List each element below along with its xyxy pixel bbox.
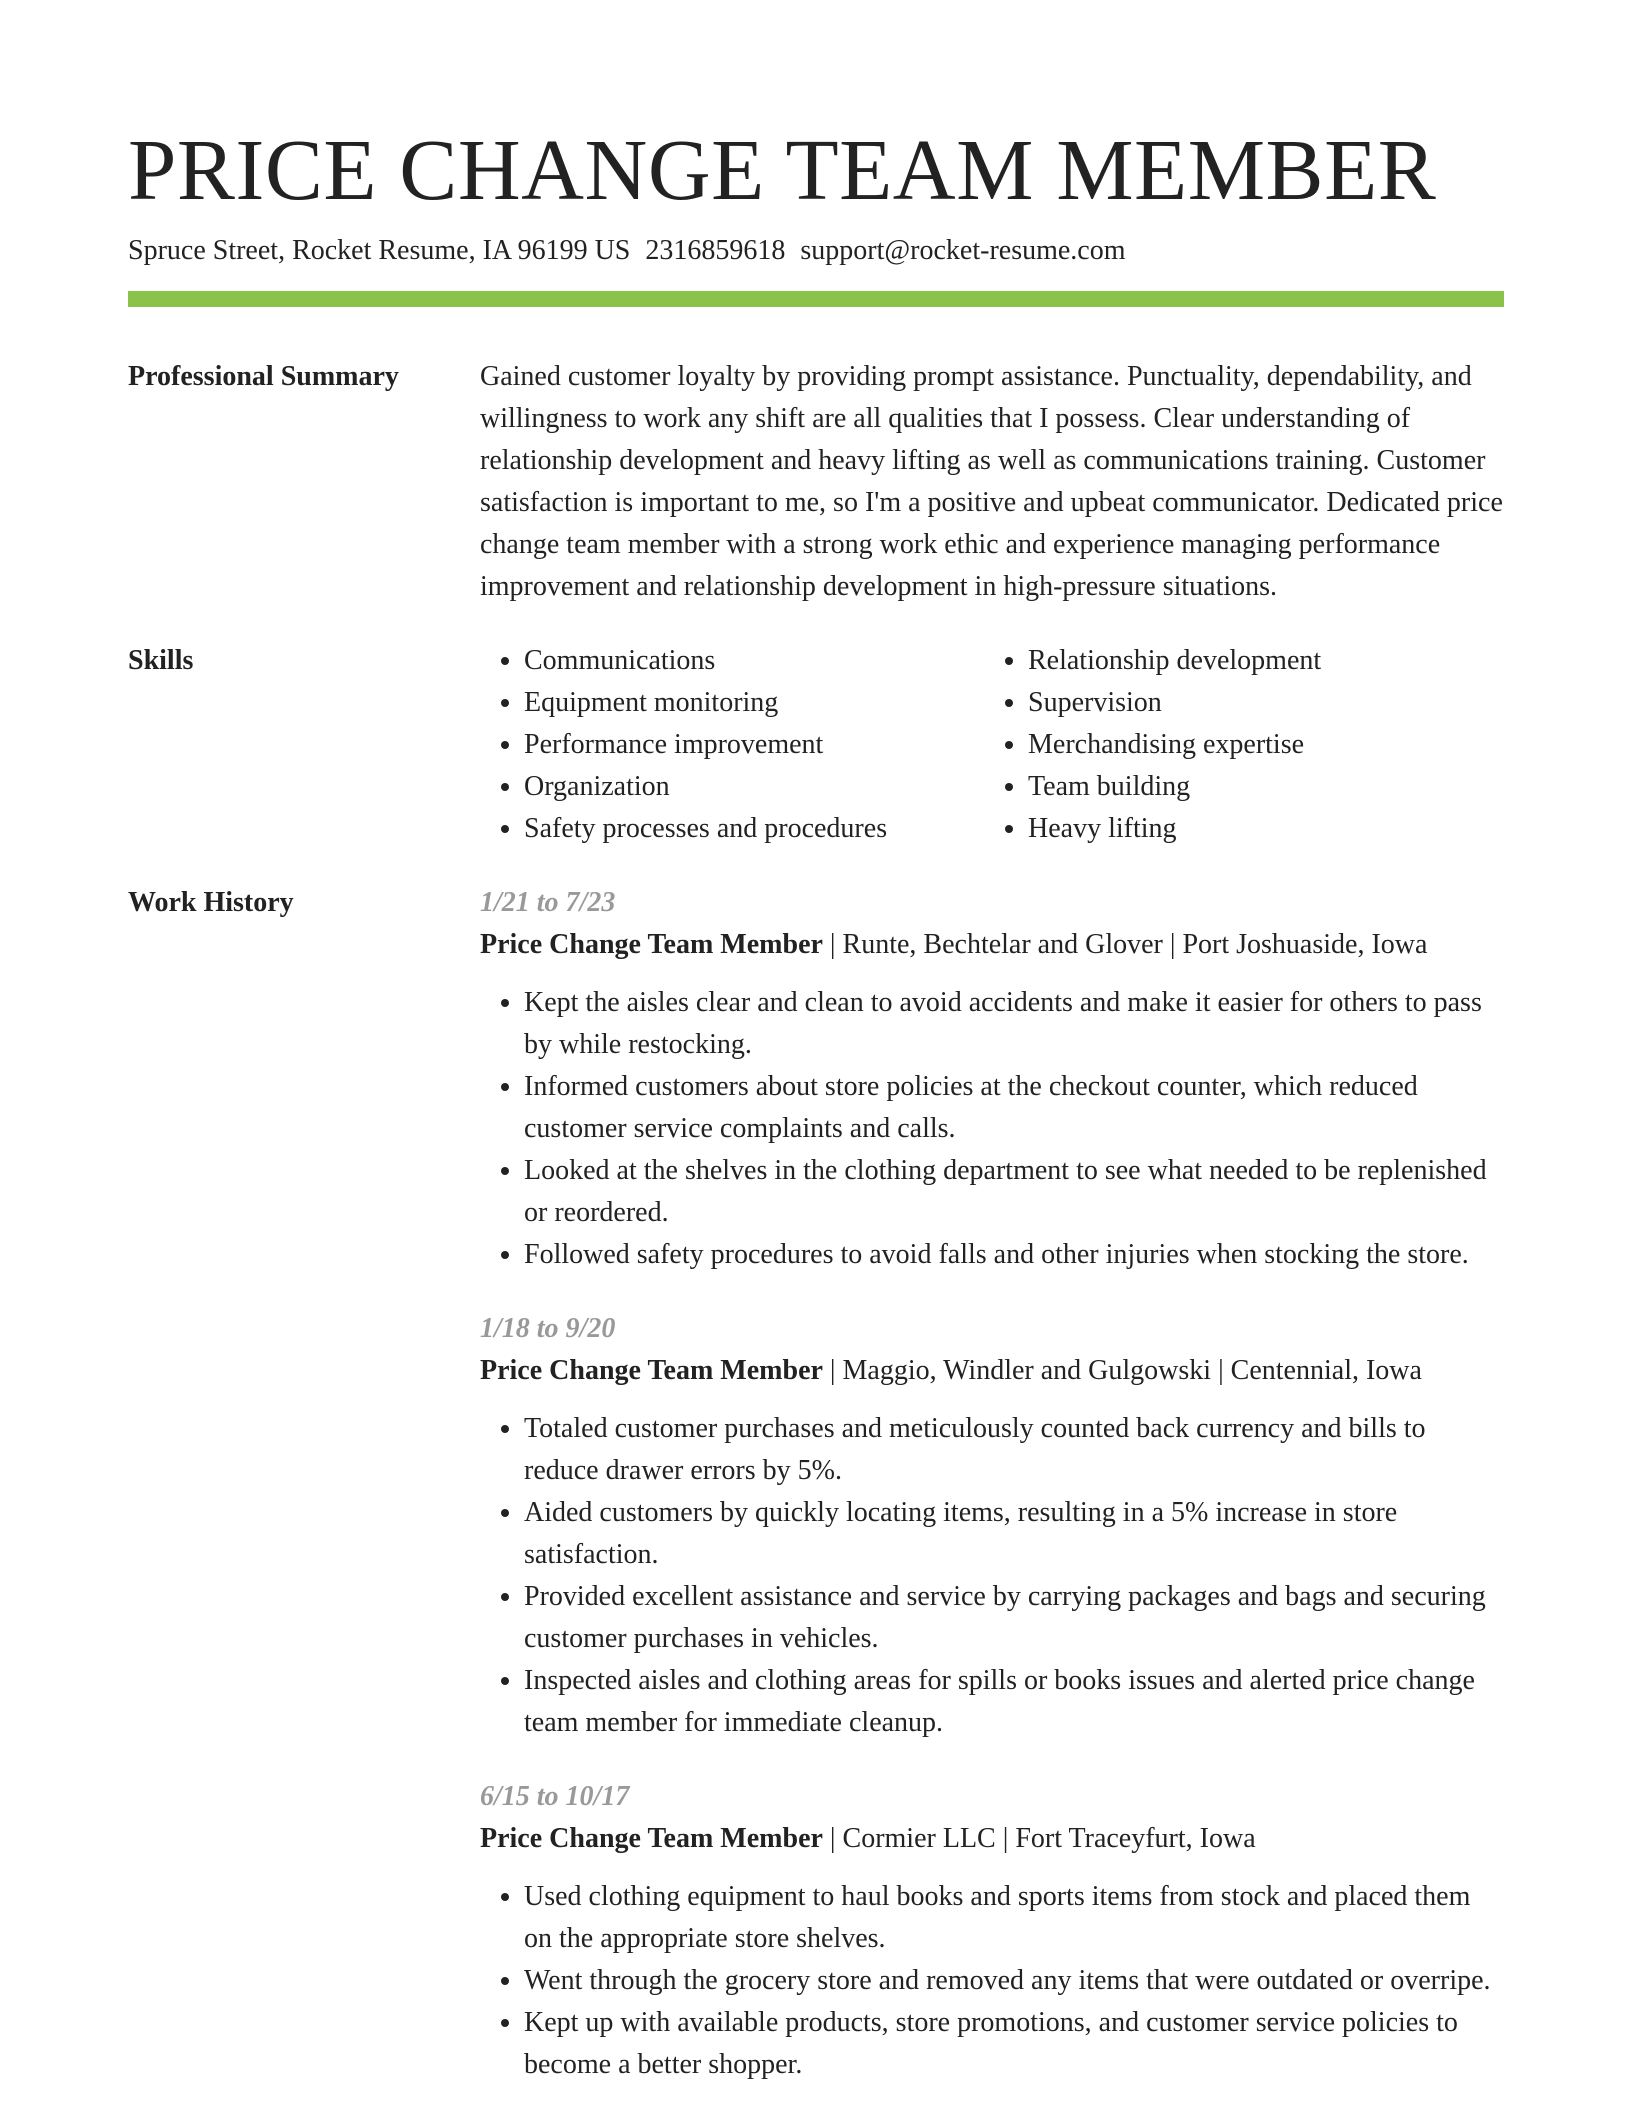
job-entry <box>480 882 1504 1276</box>
summary-label: Professional Summary <box>128 361 399 392</box>
skills-section <box>128 640 1504 850</box>
job-responsibilities <box>480 1408 1504 1744</box>
skill-item: • Supervision <box>1028 682 1488 724</box>
job-entry <box>480 1776 1504 2086</box>
work-history-label: Work History <box>128 887 294 918</box>
job-bullet: • Inspected aisles and clothing areas for spills or books issues and alerted price change team member for immediate cleanup. <box>524 1660 1504 1744</box>
header-divider <box>128 291 1504 307</box>
job-title: Price Change Team Member <box>480 1823 823 1854</box>
work-history-list <box>480 882 1504 2086</box>
job-title: Price Change Team Member <box>480 1355 823 1386</box>
skill-item: • Safety processes and procedures <box>524 808 984 850</box>
skill-item: • Merchandising expertise <box>1028 724 1488 766</box>
job-heading <box>480 1818 1504 1860</box>
job-bullet: • Kept the aisles clear and clean to avoid accidents and make it easier for others to pass by while restocking. <box>524 982 1504 1066</box>
skill-item: • Communications <box>524 640 984 682</box>
job-employer-location: | Runte, Bechtelar and Glover | Port Joshuaside, Iowa <box>822 929 1428 960</box>
contact-address: Spruce Street, Rocket Resume, IA 96199 US <box>128 235 631 266</box>
work-history-section <box>128 882 1504 2086</box>
job-dates: 1/21 to 7/23 <box>480 887 616 918</box>
skill-item: • Equipment monitoring <box>524 682 984 724</box>
summary-section <box>128 356 1504 608</box>
summary-text: Gained customer loyalty by providing prompt assistance. Punctuality, dependability, and willingness to work any shift are all qualities that I possess. Clear understanding of relationship development and heavy lifting as well as communications training. Customer satisfaction is important to me, so I'm a positive and upbeat communicator. Dedicated price change team member with a strong work ethic and experience managing performance improvement and relationship development in high-pressure situations. <box>480 361 1503 602</box>
job-bullet: • Aided customers by quickly locating items, resulting in a 5% increase in store satisfaction. <box>524 1492 1504 1576</box>
resume-title: PRICE CHANGE TEAM MEMBER <box>128 121 1437 218</box>
job-employer-location: | Maggio, Windler and Gulgowski | Centennial, Iowa <box>822 1355 1422 1386</box>
skills-list <box>480 640 1504 850</box>
contact-email: support@rocket-resume.com <box>800 235 1126 266</box>
job-bullet: • Used clothing equipment to haul books and sports items from stock and placed them on the appropriate store shelves. <box>524 1876 1504 1960</box>
skill-item: • Heavy lifting <box>1028 808 1488 850</box>
job-heading <box>480 1350 1504 1392</box>
job-dates: 1/18 to 9/20 <box>480 1313 616 1344</box>
job-bullet: • Kept up with available products, store promotions, and customer service policies to become a better shopper. <box>524 2002 1504 2086</box>
contact-phone: 2316859618 <box>645 235 786 266</box>
skills-label: Skills <box>128 645 194 676</box>
contact-line <box>128 233 1504 269</box>
job-bullet: • Totaled customer purchases and meticulously counted back currency and bills to reduce drawer errors by 5%. <box>524 1408 1504 1492</box>
job-bullet: • Looked at the shelves in the clothing department to see what needed to be replenished or reordered. <box>524 1150 1504 1234</box>
job-title: Price Change Team Member <box>480 929 823 960</box>
skills-column-right <box>984 640 1488 850</box>
skill-item: • Organization <box>524 766 984 808</box>
job-bullet: • Went through the grocery store and removed any items that were outdated or overripe. <box>524 1960 1504 2002</box>
skill-item: • Team building <box>1028 766 1488 808</box>
skill-item: • Relationship development <box>1028 640 1488 682</box>
job-heading <box>480 924 1504 966</box>
job-dates: 6/15 to 10/17 <box>480 1781 630 1812</box>
resume-page <box>128 118 1504 2086</box>
skill-item: • Performance improvement <box>524 724 984 766</box>
job-responsibilities <box>480 1876 1504 2086</box>
job-entry <box>480 1308 1504 1744</box>
job-employer-location: | Cormier LLC | Fort Traceyfurt, Iowa <box>822 1823 1256 1854</box>
job-responsibilities <box>480 982 1504 1276</box>
job-bullet: • Informed customers about store policies at the checkout counter, which reduced customer service complaints and calls. <box>524 1066 1504 1150</box>
job-bullet: • Followed safety procedures to avoid falls and other injuries when stocking the store. <box>524 1234 1504 1276</box>
skills-column-left <box>480 640 984 850</box>
job-bullet: • Provided excellent assistance and service by carrying packages and bags and securing customer purchases in vehicles. <box>524 1576 1504 1660</box>
